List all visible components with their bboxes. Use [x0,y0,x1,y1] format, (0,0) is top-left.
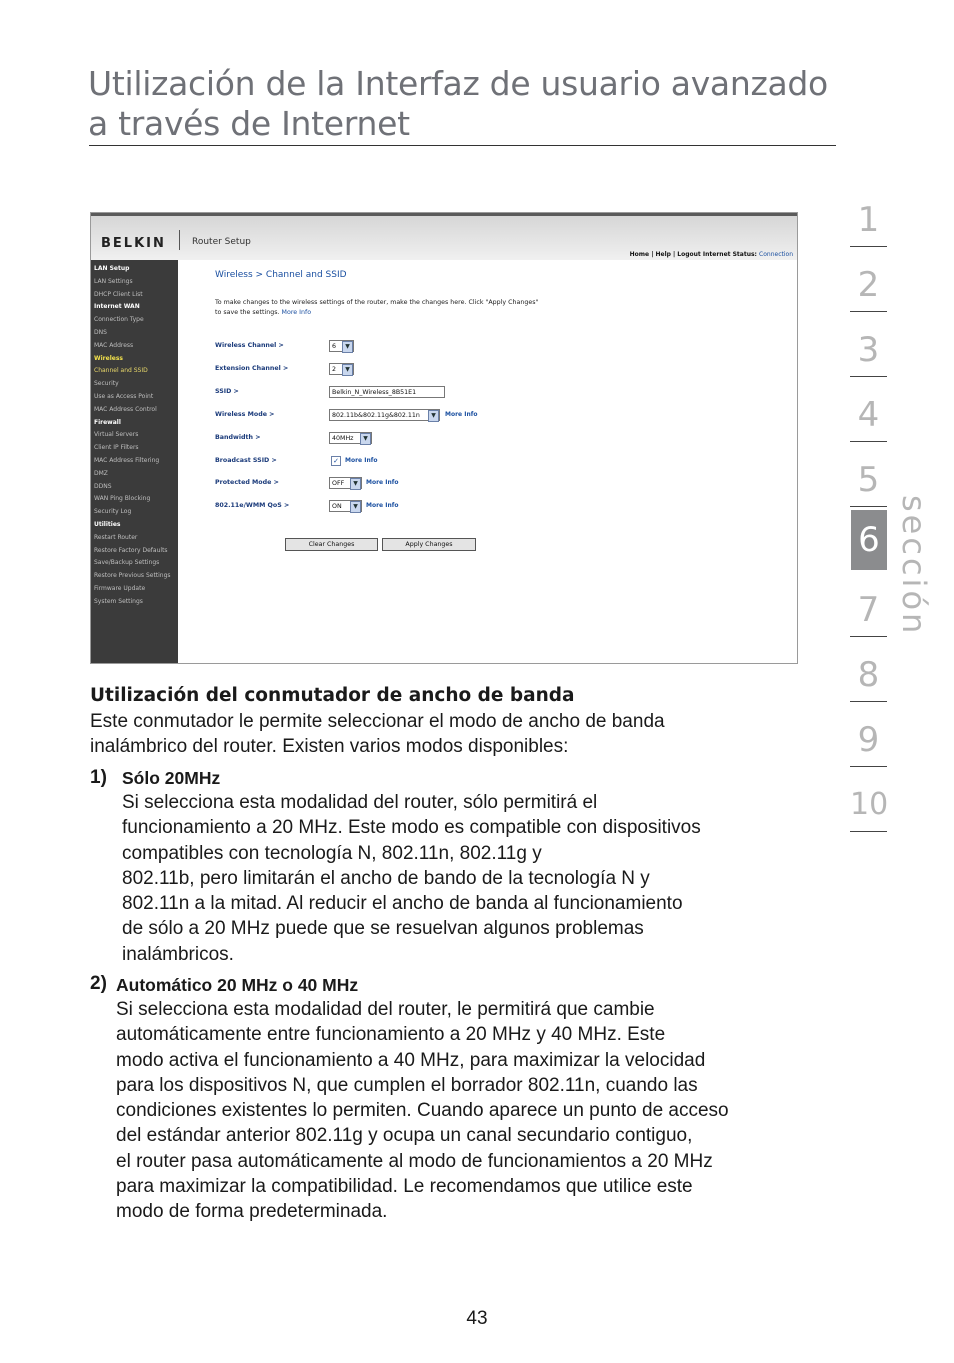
section-number: 4 [857,395,880,435]
router-sidebar-item[interactable]: WAN Ping Blocking [94,495,151,503]
router-sidebar-item[interactable]: Channel and SSID [94,367,148,375]
section-nav-item-active [850,507,887,572]
section-nav-item [850,182,887,247]
section-number: 10 [850,787,889,822]
section-number: 9 [857,720,880,760]
router-sidebar-item[interactable]: DNS [94,328,107,336]
item-line: para maximizar la compatibilidad. Le recomendamos que utilice este [116,1176,693,1198]
section-number: 7 [857,590,880,630]
section-nav-item [850,767,887,832]
wireless-mode-select[interactable] [329,409,440,421]
section-number: 2 [857,265,880,305]
protected-mode-label: Protected Mode > [215,479,279,486]
router-intro-text: To make changes to the wireless settings of the router, make the changes here. Click "Apply Changes" to save the settings. [215,299,539,316]
wireless-mode-more-info-link[interactable]: More Info [445,411,478,418]
wmm-qos-row [215,500,775,514]
router-sidebar-item: Utilities [94,520,121,528]
header-separator [179,230,180,250]
extension-channel-row [215,363,775,377]
ssid-row [215,386,775,400]
router-sidebar-item[interactable]: Restart Router [94,533,138,541]
item-paragraph [122,790,701,967]
router-sidebar-item[interactable]: Connection Type [94,316,144,324]
extension-channel-value: 2 [332,366,337,373]
router-sidebar-item[interactable]: Restore Previous Settings [94,572,171,580]
wireless-mode-value: 802.11b&802.11g&802.11n [332,412,420,419]
router-sidebar-item[interactable]: LAN Settings [94,277,133,285]
bandwidth-value: 40MHz [332,435,354,442]
wireless-channel-label: Wireless Channel > [215,342,284,349]
section-nav [850,182,887,832]
router-sidebar-item[interactable]: Restore Factory Defaults [94,546,168,554]
protected-mode-row [215,477,775,491]
section-nav-item [850,247,887,312]
item-line: 802.11b, pero limitarán el ancho de bando de la tecnología N y [122,867,650,889]
chevron-down-icon: ▼ [350,478,361,490]
router-sidebar-item[interactable]: Security Log [94,508,132,516]
wireless-channel-row [215,340,775,354]
router-sidebar-item: Firewall [94,418,121,426]
intro-line: inalámbrico del router. Existen varios modos disponibles: [90,736,569,758]
wireless-channel-select[interactable] [329,340,354,352]
title-divider [89,145,836,146]
broadcast-ssid-checkbox[interactable]: ✓ [331,456,341,466]
chevron-down-icon: ▼ [350,501,361,513]
wmm-qos-more-info-link[interactable]: More Info [366,502,399,509]
internet-status: Connection [759,251,793,258]
router-sidebar-item[interactable]: Save/Backup Settings [94,559,160,567]
router-breadcrumb: Wireless > Channel and SSID [215,270,347,280]
router-sidebar-item[interactable]: Client IP Filters [94,444,139,452]
item-line: modo activa el funcionamiento a 40 MHz, para maximizar la velocidad [116,1049,706,1071]
bandwidth-select[interactable] [329,432,372,444]
item-line: el router pasa automáticamente al modo de funcionamientos a 20 MHz [116,1150,713,1172]
router-sidebar [91,260,178,663]
router-sidebar-item[interactable]: Use as Access Point [94,392,154,400]
top-links-text[interactable]: Home | Help | Logout Internet Status: [629,251,757,258]
chevron-down-icon: ▼ [428,410,439,422]
protected-mode-value: OFF [332,480,345,487]
router-main [178,260,797,663]
item-line: compatibles con tecnología N, 802.11n, 802.11g y [122,842,542,864]
chevron-down-icon: ▼ [342,364,353,376]
router-sidebar-item[interactable]: MAC Address Control [94,405,157,413]
section-number-active: 6 [851,510,887,570]
router-sidebar-item[interactable]: DDNS [94,482,112,490]
item-line: de sólo a 20 MHz puede que se resuelvan algunos problemas [122,918,644,940]
router-intro [215,298,545,318]
router-sidebar-item[interactable]: DHCP Client List [94,290,143,298]
wireless-mode-row [215,409,775,423]
section-number: 5 [857,460,880,500]
section-number: 8 [857,655,880,695]
protected-mode-select[interactable] [329,477,362,489]
wmm-qos-select[interactable] [329,500,362,512]
ssid-label: SSID > [215,388,239,395]
chevron-down-icon: ▼ [360,433,371,445]
bandwidth-label: Bandwidth > [215,434,261,441]
ssid-input[interactable]: Belkin_N_Wireless_8B51E1 [329,386,445,398]
extension-channel-select[interactable] [329,363,354,375]
section-nav-item [850,442,887,507]
section-nav-item [850,312,887,377]
page-title: Utilización de la Interfaz de usuario avanzado a través de Internet [88,64,828,143]
router-screenshot [90,212,798,664]
section-number: 1 [857,200,880,240]
section-nav-item [850,377,887,442]
item-line: modo de forma predeterminada. [116,1201,388,1223]
router-sidebar-item[interactable]: Virtual Servers [94,431,139,439]
wmm-qos-value: ON [332,503,342,510]
item-title: Automático 20 MHz o 40 MHz [116,975,359,995]
wireless-mode-label: Wireless Mode > [215,411,275,418]
router-sidebar-item[interactable]: MAC Address Filtering [94,456,160,464]
item-line: condiciones existentes lo permiten. Cuando aparece un punto de acceso [116,1100,729,1122]
section-number: 3 [857,330,880,370]
apply-changes-button[interactable]: Apply Changes [382,538,476,551]
router-sidebar-item[interactable]: Firmware Update [94,584,146,592]
page-number: 43 [466,1308,488,1329]
router-header [91,216,797,260]
section-heading: Utilización del conmutador de ancho de banda [90,685,575,706]
item-number: 1) [90,767,107,788]
item-line: 802.11n a la mitad. Al reducir el ancho de banda al funcionamiento [122,893,683,915]
extension-channel-label: Extension Channel > [215,365,289,372]
item-line: funcionamiento a 20 MHz. Este modo es compatible con dispositivos [122,817,701,839]
item-line: para los dispositivos N, que cumplen el borrador 802.11n, cuando las [116,1074,698,1096]
broadcast-ssid-row [215,455,775,469]
item-line: inalámbricos. [122,943,234,965]
router-top-links[interactable] [630,251,793,258]
broadcast-ssid-label: Broadcast SSID > [215,457,277,464]
bandwidth-row [215,432,775,446]
section-nav-item [850,572,887,637]
router-sidebar-item[interactable]: MAC Address [94,341,134,349]
item-line: Si selecciona esta modalidad del router, sólo permitirá el [122,792,598,813]
broadcast-ssid-more-info-link[interactable]: More Info [345,457,378,464]
router-sidebar-item: LAN Setup [94,265,130,272]
belkin-logo: BELKIN [101,236,166,251]
section-label: sección [895,495,933,637]
intro-paragraph [90,709,665,760]
router-sidebar-item[interactable]: DMZ [94,469,108,477]
item-paragraph [116,997,729,1225]
router-sidebar-item[interactable]: Security [94,380,119,388]
chevron-down-icon: ▼ [342,341,353,353]
protected-mode-more-info-link[interactable]: More Info [366,479,399,486]
section-nav-item [850,637,887,702]
item-number: 2) [90,973,107,994]
wireless-channel-value: 6 [332,343,337,350]
item-title: Sólo 20MHz [122,768,221,788]
intro-line: Este conmutador le permite seleccionar el modo de ancho de banda [90,711,665,732]
intro-more-info-link[interactable]: More Info [281,309,312,316]
router-setup-title: Router Setup [192,237,251,247]
clear-changes-button[interactable]: Clear Changes [285,538,378,551]
router-sidebar-item: Internet WAN [94,303,140,311]
item-line: automáticamente entre funcionamiento a 20 MHz y 40 MHz. Este [116,1024,666,1046]
section-nav-item [850,702,887,767]
router-sidebar-item[interactable]: System Settings [94,597,143,605]
router-sidebar-item[interactable]: Wireless [94,354,123,362]
item-line: Si selecciona esta modalidad del router, le permitirá que cambie [116,999,655,1020]
wmm-qos-label: 802.11e/WMM QoS > [215,502,290,509]
item-line: del estándar anterior 802.11g y ocupa un canal secundario contiguo, [116,1125,693,1147]
